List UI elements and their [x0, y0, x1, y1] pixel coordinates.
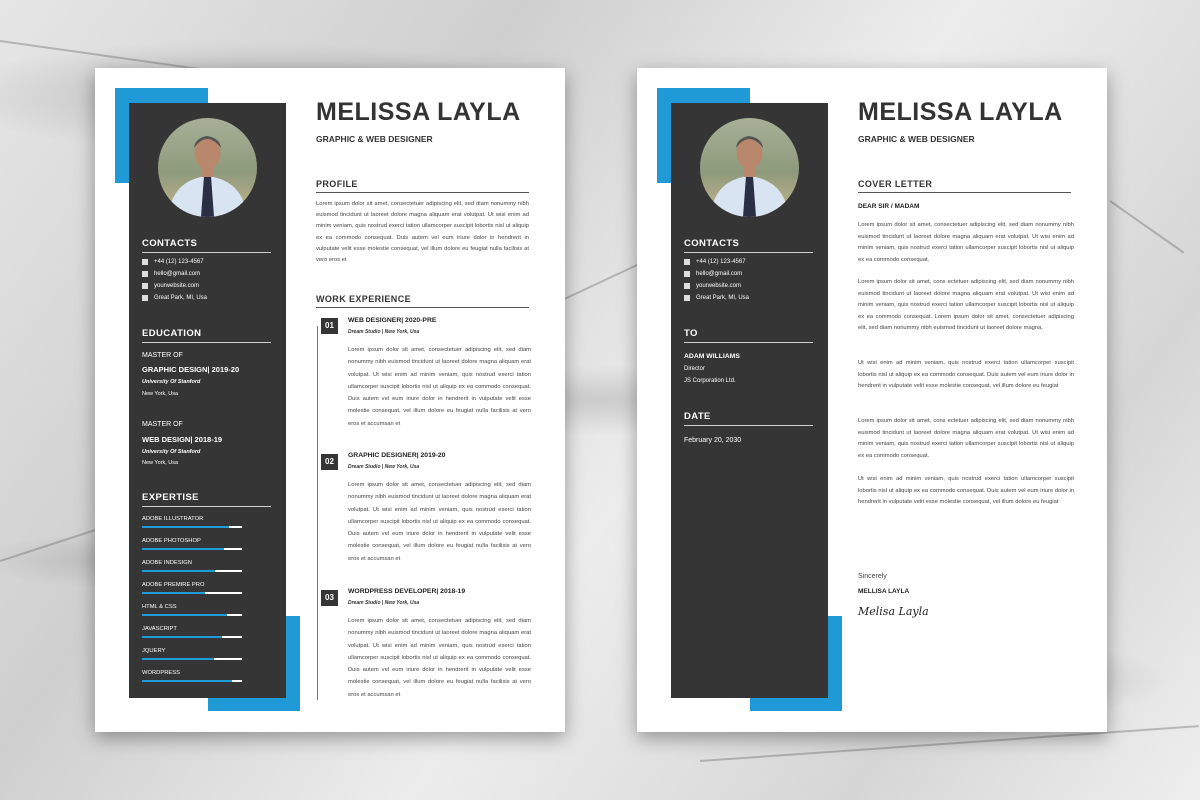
contacts-heading: CONTACTS: [142, 238, 271, 253]
resume-page: [95, 68, 565, 732]
to-heading: TO: [684, 328, 813, 343]
skill-label: ADOBE PHOTOSHOP: [142, 538, 201, 544]
job-company: Dream Studio | New York, Usa: [348, 600, 420, 606]
expertise-heading: EXPERTISE: [142, 492, 271, 507]
closing-name: MELLISA LAYLA: [858, 588, 910, 595]
date-heading: DATE: [684, 411, 813, 426]
education-heading: EDUCATION: [142, 328, 271, 343]
letter-date: February 20, 2030: [684, 437, 742, 444]
skill-bar-fill: [142, 548, 224, 550]
skill-item: [142, 516, 242, 528]
skill-item: [142, 604, 242, 616]
page-title: MELISSA LAYLA: [858, 98, 1063, 126]
globe-icon: [142, 283, 148, 289]
timeline-line: [317, 326, 318, 700]
marble-vein: [0, 526, 105, 562]
contact-address: Great Park, MI, Usa: [684, 295, 749, 301]
job-title: GRAPHIC DESIGNER| 2019-20: [348, 452, 446, 459]
cover-letter-page: [637, 68, 1107, 732]
job-number: 03: [321, 590, 338, 606]
skill-bar: [142, 680, 242, 682]
skill-label: JQUERY: [142, 648, 166, 654]
work-experience-heading: WORK EXPERIENCE: [316, 294, 529, 308]
job-number: 01: [321, 318, 338, 334]
skill-bar: [142, 548, 242, 550]
edu-degree: MASTER OF: [142, 421, 183, 428]
letter-paragraph: Lorem ipsum dolor sit amet, cons ectetuer adipiscing elit, sed diam nonummy nibh euismod tincidunt ut laoreet dolore magna aliquam erat volutpat. Ut wisi enim ad minim veniam, quis nostrud exerci tation ullamcorper suscipit lobortis nisl ut aliquip ex ea commodo consequat. Lorem ipsum dolor sit amet, consectetuer adipiscing elit, sed diam nonummy nibh euismod tincidunt ut laoreet dolore magna.: [858, 279, 1074, 331]
skill-bar-fill: [142, 658, 214, 660]
job-number: 02: [321, 454, 338, 470]
profile-heading: PROFILE: [316, 179, 529, 193]
profile-text: Lorem ipsum dolor sit amet, consectetuer adipiscing elit, sed diam nonummy nibh euismod tincidunt ut laoreet dolore magna aliquam erat volutpat. Ut wisi enim ad minim veniam, quis nostrud exerci tation ullamcorper suscipit lobortis nisl ut aliquip ex ea commodo consequat. Duis autem vel eum iriure dolor in hendrerit in vulputate velit esse molestie consequat, vel illum dolore eu feugiat nulla facilisis at vero eros et: [316, 201, 529, 264]
person-illustration: [700, 118, 799, 217]
edu-degree: MASTER OF: [142, 352, 183, 359]
job-description: Lorem ipsum dolor sit amet, consectetuer adipiscing elit, sed diam nonummy nibh euismod tincidunt ut laoreet dolore magna aliquam erat volutpat. Ut wisi enim ad minim veniam, quis nostrud exerci tation ullamcorper suscipit lobortis nisl ut aliquip ex ea commodo consequat. Duis autem vel eum iriure dolor in hendrerit in vulputate velit esse molestie consequat, vel illum dolore eu feugiat nulla facilisis at vero eros et accumsan et: [348, 482, 531, 562]
skill-item: [142, 648, 242, 660]
letter-paragraph: Ut wisi enim ad minim veniam, quis nostrud exerci tation ullamcorper suscipit lobortis nisl ut aliquip ex ea commodo consequat. Duis autem vel eum iriure dolor in hendrerit in vulputate velit esse molestie consequat, vel illum dolore eu feugiat: [858, 360, 1074, 389]
skill-label: ADOBE ILLUSTRATOR: [142, 516, 204, 522]
contact-website: yourwebsite.com: [684, 283, 741, 289]
salutation: DEAR SIR / MADAM: [858, 203, 920, 210]
skill-bar: [142, 592, 242, 594]
skill-label: JAVASCRIPT: [142, 626, 177, 632]
skill-bar: [142, 526, 242, 528]
contact-address: Great Park, MI, Usa: [142, 295, 207, 301]
skill-item: [142, 538, 242, 550]
mail-icon: [684, 271, 690, 277]
skill-label: HTML & CSS: [142, 604, 177, 610]
edu-field: GRAPHIC DESIGN| 2019-20: [142, 365, 240, 374]
contact-phone: +44 (12) 123-4567: [684, 259, 746, 265]
cover-sidebar: [671, 103, 828, 698]
contacts-heading: CONTACTS: [684, 238, 813, 253]
edu-location: New York, Usa: [142, 460, 179, 466]
phone-icon: [684, 259, 690, 265]
letter-paragraph: Lorem ipsum dolor sit amet, cons ectetuer adipiscing elit, sed diam nonummy nibh euismod tincidunt ut laoreet dolore magna aliquam erat volutpat. Ut wisi enim ad minim veniam, quis nostrud exerci tation ullamcorper suscipit lobortis nisl ut aliquip ex ea commodo consequat.: [858, 418, 1074, 459]
job-company: Dream Studio | New York, Usa: [348, 329, 420, 335]
edu-field: WEB DESIGN| 2018-19: [142, 435, 223, 444]
skill-bar: [142, 658, 242, 660]
skill-bar-fill: [142, 614, 227, 616]
phone-icon: [142, 259, 148, 265]
edu-location: New York, Usa: [142, 391, 179, 397]
job-description: Lorem ipsum dolor sit amet, consectetuer adipiscing elit, sed diam nonummy nibh euismod tincidunt ut laoreet dolore magna aliquam erat volutpat. Ut wisi enim ad minim veniam, quis nostrud exerci tation ullamcorper suscipit lobortis nisl ut aliquip ex ea commodo consequat. Duis autem vel eum iriure dolor in hendrerit in vulputate velit esse molestie consequat, vel illum dolore eu feugiat nulla facilisis at vero eros et accumsan et: [348, 618, 531, 698]
job-company: Dream Studio | New York, Usa: [348, 464, 420, 470]
cover-letter-heading: COVER LETTER: [858, 179, 1071, 193]
globe-icon: [684, 283, 690, 289]
skill-bar-fill: [142, 680, 232, 682]
job-title: WEB DESIGNER| 2020-PRE: [348, 317, 437, 324]
signature: Melisa Layla: [858, 605, 929, 618]
letter-paragraph: Lorem ipsum dolor sit amet, consectetuer adipiscing elit, sed diam nonummy nibh euismod tincidunt ut laoreet dolore magna aliquam erat volutpat. Ut wisi enim ad minim veniam, quis nostrud exerci tation ullamcorper suscipit lobortis nisl ut aliquip ex ea commodo consequat.: [858, 222, 1074, 263]
mail-icon: [142, 271, 148, 277]
skill-bar: [142, 636, 242, 638]
skill-bar-fill: [142, 636, 222, 638]
skill-bar-fill: [142, 592, 205, 594]
recipient-name: ADAM WILLIAMS: [684, 353, 740, 360]
resume-sidebar: [129, 103, 286, 698]
profile-photo: [700, 118, 799, 217]
recipient-title: Director: [684, 366, 706, 372]
person-illustration: [158, 118, 257, 217]
contact-email: hello@gmail.com: [684, 271, 742, 277]
job-title: WORDPRESS DEVELOPER| 2018-19: [348, 588, 466, 595]
skill-bar-fill: [142, 526, 229, 528]
skill-item: [142, 626, 242, 638]
skill-item: [142, 582, 242, 594]
skill-bar: [142, 570, 242, 572]
recipient-company: JS Corporation Ltd.: [684, 378, 736, 384]
skill-item: [142, 670, 242, 682]
closing: Sincerely: [858, 573, 887, 580]
skill-bar: [142, 614, 242, 616]
location-icon: [684, 295, 690, 301]
contact-website: yourwebsite.com: [142, 283, 199, 289]
job-role: GRAPHIC & WEB DESIGNER: [858, 134, 975, 144]
skill-label: WORDPRESS: [142, 670, 181, 676]
letter-paragraph: Ut wisi enim ad minim veniam, quis nostrud exerci tation ullamcorper suscipit lobortis nisl ut aliquip ex ea commodo consequat. Duis autem vel eum iriure dolor in hendrerit in vulputate velit esse molestie consequat, vel illum dolore eu feugiat: [858, 476, 1074, 505]
contact-phone: +44 (12) 123-4567: [142, 259, 204, 265]
page-title: MELISSA LAYLA: [316, 98, 521, 126]
job-description: Lorem ipsum dolor sit amet, consectetuer adipiscing elit, sed diam nonummy nibh euismod tincidunt ut laoreet dolore magna aliquam erat volutpat. Ut wisi enim ad minim veniam, quis nostrud exerci tation ullamcorper suscipit lobortis nisl ut aliquip ex ea commodo consequat. Duis autem vel eum iriure dolor in hendrerit in vulputate velit esse molestie consequat, vel illum dolore eu feugiat nulla facilisis at vero eros et accumsan et: [348, 347, 531, 427]
marble-vein: [1109, 200, 1184, 253]
profile-photo: [158, 118, 257, 217]
location-icon: [142, 295, 148, 301]
edu-school: University Of Stanford: [142, 449, 201, 455]
skill-bar-fill: [142, 570, 215, 572]
skill-label: ADOBE PREMIRE PRO: [142, 582, 205, 588]
skill-label: ADOBE INDESIGN: [142, 560, 192, 566]
edu-school: University Of Stanford: [142, 379, 201, 385]
contact-email: hello@gmail.com: [142, 271, 200, 277]
job-role: GRAPHIC & WEB DESIGNER: [316, 134, 433, 144]
skill-item: [142, 560, 242, 572]
